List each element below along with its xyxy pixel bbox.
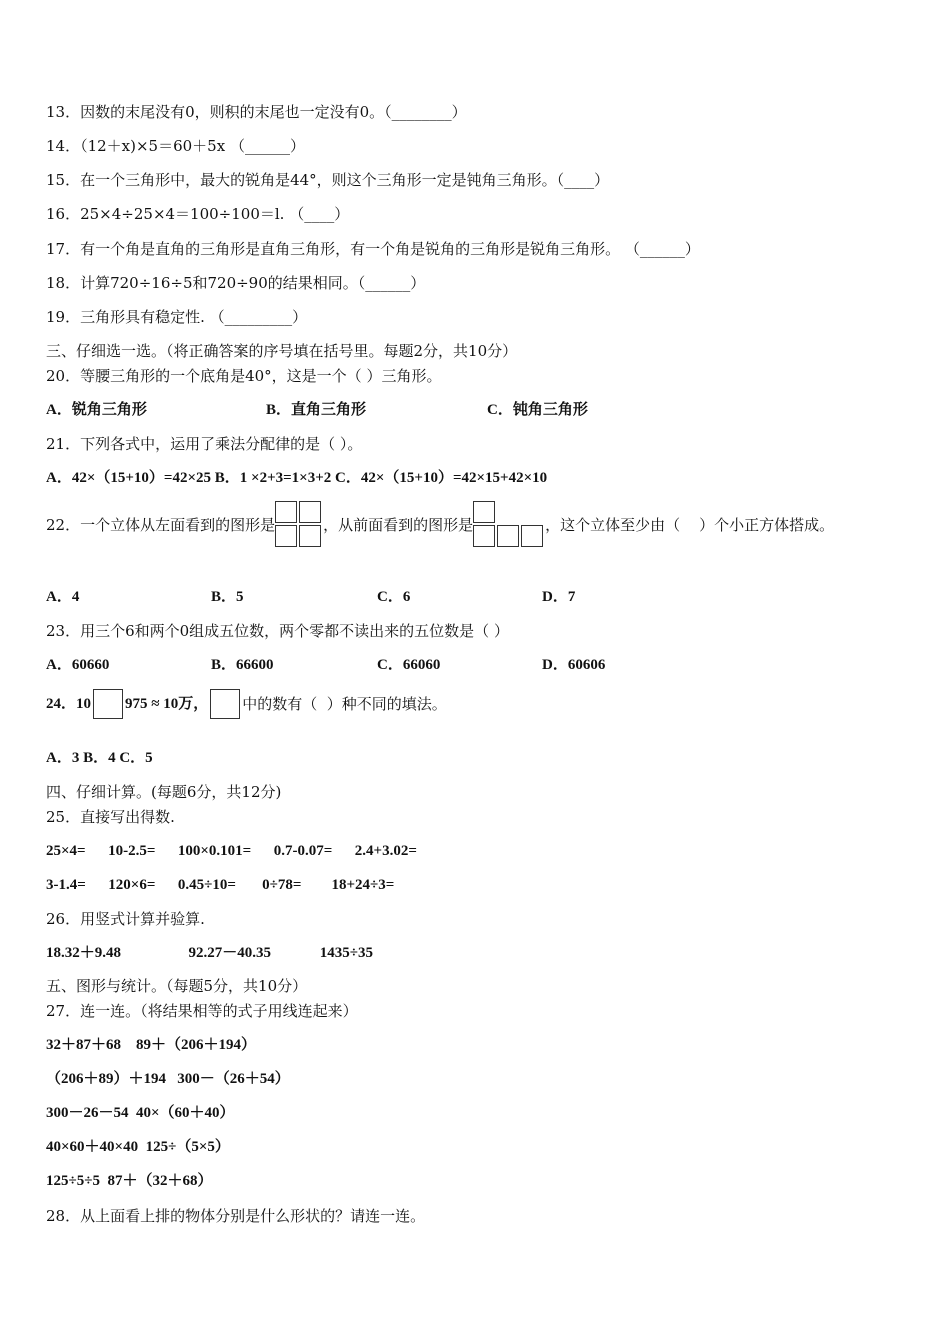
question-25: 25．直接写出得数.: [46, 808, 175, 826]
question-18: 18．计算720÷16÷5和720÷90的结果相同。（______）: [46, 274, 426, 292]
q22-option-c: C．6: [377, 589, 411, 605]
q25-row-2: 3-1.4= 120×6= 0.45÷10= 0÷78= 18+24÷3=: [46, 877, 395, 893]
question-15: 15．在一个三角形中，最大的锐角是44°，则这个三角形一定是钝角三角形。（____）: [46, 171, 610, 189]
front-view-figure: [473, 501, 545, 549]
q20-option-c: C．钝角三角形: [487, 402, 588, 418]
q24-text-1: 24．10: [46, 696, 92, 712]
question-16: 16．25×4÷25×4＝100÷100＝l. （____）: [46, 205, 350, 223]
question-22: [46, 500, 834, 550]
q22-option-a: A．4: [46, 589, 80, 605]
q25-row-1: 25×4= 10-2.5= 100×0.101= 0.7-0.07= 2.4+3.02=: [46, 843, 417, 859]
question-19: 19．三角形具有稳定性. （_________）: [46, 308, 308, 326]
question-26: 26．用竖式计算并验算.: [46, 910, 205, 928]
blank-box: [93, 689, 123, 719]
question-17: 17．有一个角是直角的三角形是直角三角形，有一个角是锐角的三角形是锐角三角形。 （______）: [46, 240, 700, 258]
q22-text-2: ，从前面看到的图形是: [323, 516, 474, 534]
question-21: 21．下列各式中，运用了乘法分配律的是（ ）。: [46, 435, 363, 453]
section-3-heading: 三、仔细选一选。（将正确答案的序号填在括号里。每题2分，共10分）: [46, 342, 518, 360]
q24-text-2: 975 ≈ 10万，: [125, 696, 209, 712]
q20-option-a: A．锐角三角形: [46, 402, 147, 418]
q27-row: 125÷5÷5 87＋（32＋68）: [46, 1173, 213, 1189]
question-20: 20．等腰三角形的一个底角是40°，这是一个（ ）三角形。: [46, 367, 442, 385]
blank-box: [210, 689, 240, 719]
q27-row: 32＋87＋68 89＋（206＋194）: [46, 1037, 257, 1053]
section-5-heading: 五、图形与统计。（每题5分，共10分）: [46, 977, 308, 995]
q22-option-b: B．5: [211, 589, 244, 605]
q27-row: 40×60＋40×40 125÷（5×5）: [46, 1139, 230, 1155]
question-24: [46, 686, 447, 722]
q26-problems: 18.32＋9.48 92.27－40.35 1435÷35: [46, 945, 373, 961]
question-28: 28．从上面看上排的物体分别是什么形状的？请连一连。: [46, 1207, 426, 1225]
q22-text-3: ，这个立体至少由（ ）个小正方体搭成。: [545, 516, 835, 534]
q24-text-3: 中的数有（ ）种不同的填法。: [242, 695, 447, 713]
q21-options: A．42×（15+10）=42×25 B．1 ×2+3=1×3+2 C．42×（15+10）=42×15+42×10: [46, 470, 548, 486]
q23-option-a: A．60660: [46, 657, 110, 673]
q23-option-b: B．66600: [211, 657, 274, 673]
q20-option-b: B．直角三角形: [266, 402, 367, 418]
q22-text-1: 22．一个立体从左面看到的图形是: [46, 516, 276, 534]
question-14: 14．（12＋x)×5＝60＋5x （______）: [46, 137, 305, 155]
question-27: 27．连一连。（将结果相等的式子用线连起来）: [46, 1002, 358, 1020]
question-13: 13．因数的末尾没有0，则积的末尾也一定没有0。（________）: [46, 103, 467, 121]
section-4-heading: 四、仔细计算。(每题6分，共12分): [46, 783, 282, 801]
left-view-figure: [275, 501, 323, 549]
q22-option-d: D．7: [542, 589, 576, 605]
q27-row: （206＋89）＋194 300－（26＋54）: [46, 1071, 290, 1087]
q24-options: A．3 B．4 C．5: [46, 750, 153, 766]
q23-option-d: D．60606: [542, 657, 606, 673]
question-23: 23．用三个6和两个0组成五位数，两个零都不读出来的五位数是（ ）: [46, 622, 509, 640]
q27-row: 300－26－54 40×（60＋40）: [46, 1105, 235, 1121]
q23-option-c: C．66060: [377, 657, 441, 673]
